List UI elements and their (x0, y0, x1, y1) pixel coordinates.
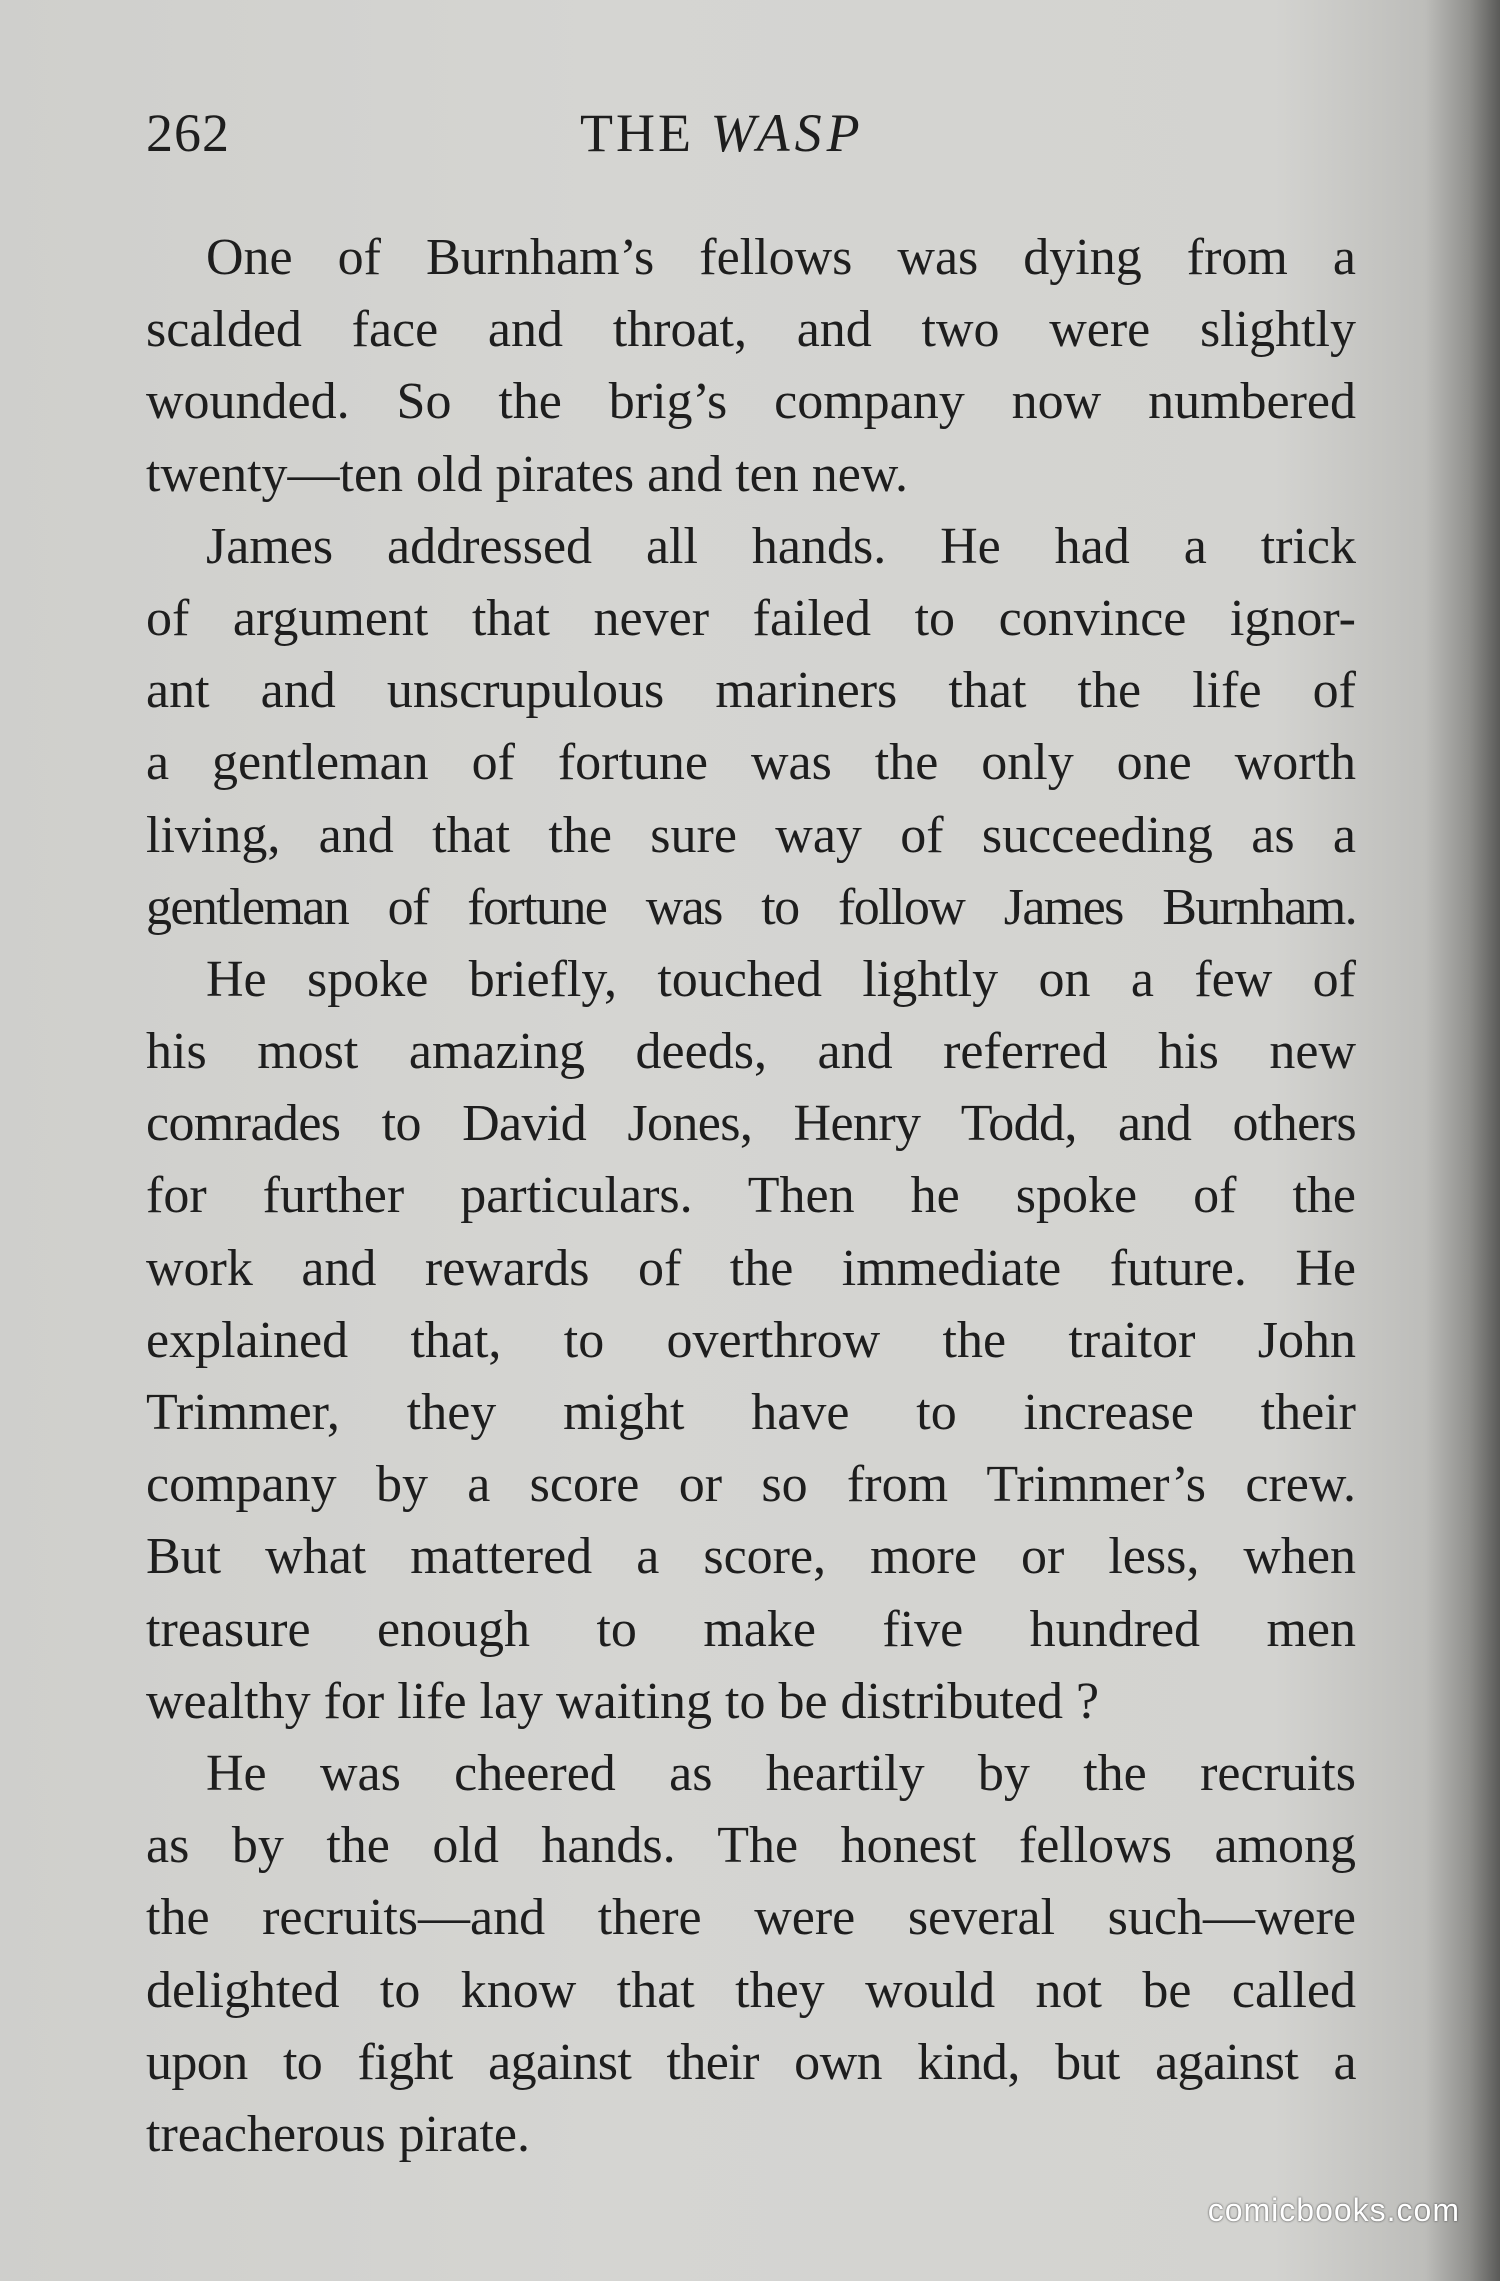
text-line: scalded face and throat, and two were slightly (146, 301, 1356, 359)
book-title (580, 102, 865, 164)
body-text (146, 222, 1356, 2171)
text-line: wounded. So the brig’s company now numbered (146, 373, 1356, 431)
page-number: 262 (146, 103, 230, 163)
text-line: comrades to David Jones, Henry Todd, and others (146, 1095, 1356, 1153)
text-line: wealthy for life lay waiting to be distributed ? (146, 1672, 1100, 1730)
text-line: of argument that never failed to convince ignor- (146, 589, 1356, 647)
text-line: his most amazing deeds, and referred his new (146, 1023, 1356, 1081)
text-line: twenty—ten old pirates and ten new. (146, 445, 908, 503)
running-head (146, 102, 1356, 174)
text-line: Trimmer, they might have to increase their (146, 1384, 1356, 1441)
text-line: upon to fight against their own kind, but against a (146, 2033, 1356, 2091)
text-line: company by a score or so from Trimmer’s crew. (146, 1456, 1356, 1514)
text-line: as by the old hands. The honest fellows among (146, 1817, 1356, 1875)
text-line: delighted to know that they would not be called (146, 1961, 1356, 2019)
text-line: treacherous pirate. (146, 2105, 531, 2163)
text-line: James addressed all hands. He had a trick (206, 517, 1356, 575)
text-line: for further particulars. Then he spoke of the (146, 1167, 1356, 1225)
book-title-prefix: THE (580, 103, 694, 163)
text-line: ant and unscrupulous mariners that the life of (146, 662, 1356, 720)
text-line: work and rewards of the immediate future. He (146, 1239, 1356, 1297)
text-line: He was cheered as heartily by the recruits (206, 1744, 1356, 1802)
text-line: One of Burnham’s fellows was dying from a (206, 229, 1356, 286)
text-line: a gentleman of fortune was the only one worth (146, 734, 1356, 792)
watermark: comicbooks.com (1207, 2192, 1460, 2228)
text-line: living, and that the sure way of succeeding as a (146, 806, 1356, 864)
text-line: the recruits—and there were several such—were (146, 1889, 1356, 1947)
text-line: treasure enough to make five hundred men (146, 1600, 1356, 1658)
book-title-italic: WASP (710, 103, 865, 163)
text-line: But what mattered a score, more or less, when (146, 1528, 1356, 1586)
text-line: He spoke briefly, touched lightly on a few of (206, 950, 1356, 1008)
text-line: gentleman of fortune was to follow James Burnham. (146, 878, 1356, 936)
text-line: explained that, to overthrow the traitor John (146, 1311, 1356, 1369)
